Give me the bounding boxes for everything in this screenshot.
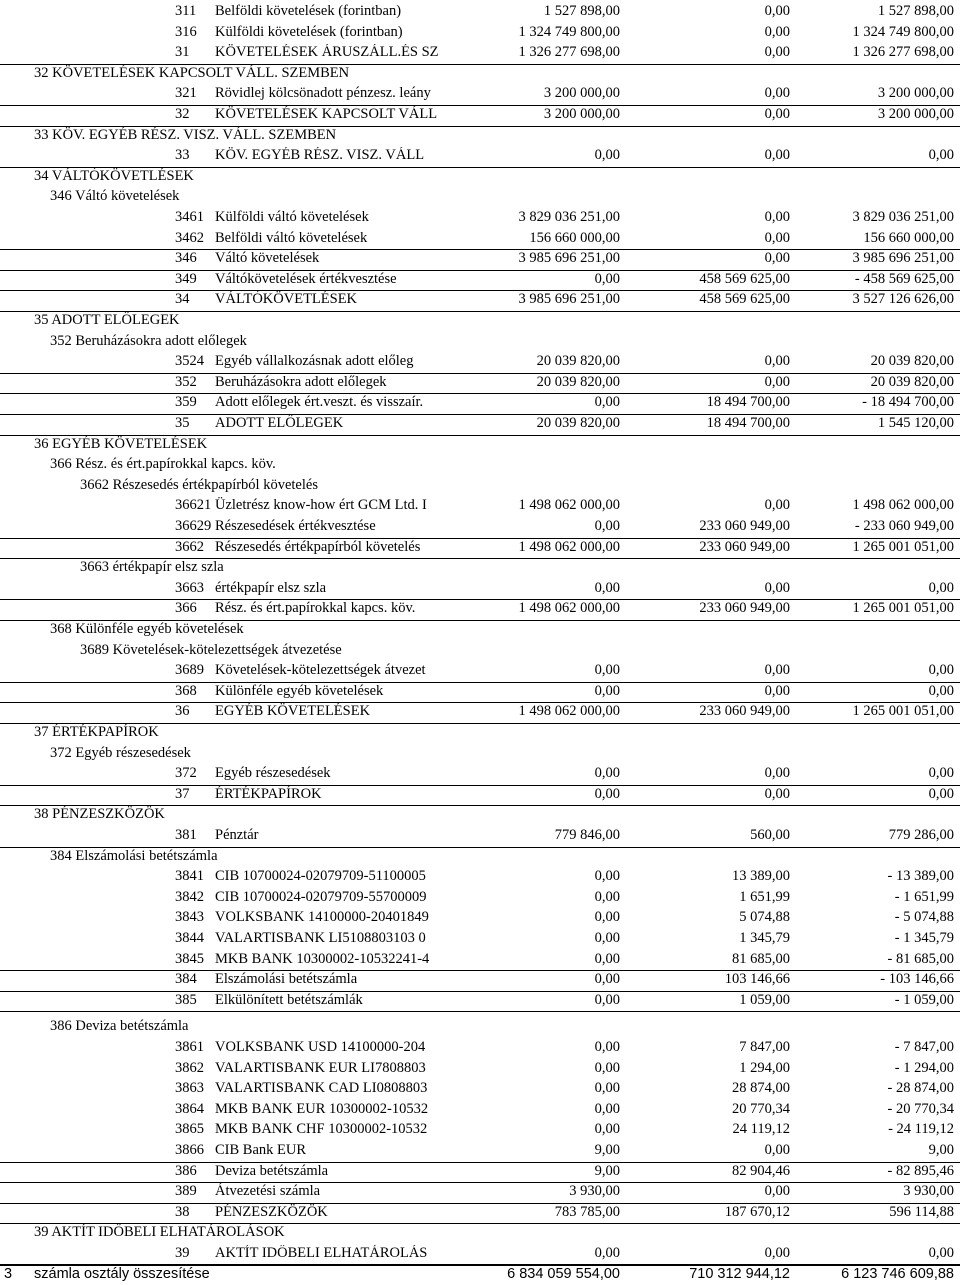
credit-value: 233 060 949,00: [699, 538, 790, 555]
balance-value: 20 039 820,00: [870, 353, 954, 370]
ledger-row: [0, 950, 960, 972]
section-heading: [0, 620, 960, 641]
credit-value: 82 904,46: [732, 1162, 790, 1179]
account-name: Egyéb részesedések: [215, 765, 331, 782]
ledger-row: [0, 23, 960, 44]
balance-value: 20 039 820,00: [870, 373, 954, 390]
balance-value: - 1 059,00: [894, 991, 954, 1008]
debit-value: 0,00: [594, 1121, 620, 1138]
total-debit: 6 834 059 554,00: [507, 1265, 620, 1282]
account-code: 33: [175, 147, 190, 164]
debit-value: 1 527 898,00: [543, 3, 620, 19]
credit-value: 18 494 700,00: [706, 415, 790, 431]
ledger-row: [0, 785, 960, 807]
balance-value: - 81 685,00: [887, 950, 954, 967]
account-name: VALARTISBANK EUR LI7808803: [215, 1059, 426, 1076]
account-code: 3841: [175, 868, 204, 885]
account-code: 36621: [175, 497, 212, 514]
ledger-row: [0, 991, 960, 1013]
account-name: KÖV. EGYÉB RÉSZ. VISZ. VÁLL: [215, 147, 425, 164]
account-name: Váltókövetelések értékvesztése: [215, 270, 397, 287]
debit-value: 0,00: [594, 1100, 620, 1117]
account-code: 316: [175, 23, 197, 40]
ledger-row: [0, 2, 960, 23]
ledger-row: [0, 1162, 960, 1184]
balance-value: - 13 389,00: [887, 868, 954, 885]
credit-value: 5 074,88: [739, 909, 790, 926]
balance-value: 1 498 062 000,00: [852, 497, 954, 514]
heading-text: 3662 Részesedés értékpapírból követelés: [80, 476, 318, 493]
account-name: CIB 10700024-02079709-55700009: [215, 888, 427, 905]
ledger-row: [0, 1120, 960, 1141]
balance-value: 3 829 036 251,00: [852, 209, 954, 225]
ledger-row: [0, 1244, 960, 1266]
ledger-row: [0, 702, 960, 724]
account-name: Külföldi váltó követelések: [215, 209, 369, 225]
ledger-row: [0, 579, 960, 601]
credit-value: 1 345,79: [739, 930, 790, 946]
account-code: 3663: [175, 579, 204, 596]
balance-value: - 458 569 625,00: [854, 270, 954, 287]
ledger-row: [0, 393, 960, 415]
ledger-row: [0, 1038, 960, 1059]
account-code: 3861: [175, 1039, 204, 1055]
credit-value: 233 060 949,00: [699, 518, 790, 534]
heading-text: 36 EGYÉB KÖVETELÉSEK: [34, 435, 208, 452]
account-name: Belföldi váltó követelések: [215, 229, 368, 246]
account-code: 36629: [175, 518, 212, 534]
debit-value: 0,00: [594, 1080, 620, 1097]
debit-value: 20 039 820,00: [536, 415, 620, 431]
credit-value: 233 060 949,00: [699, 600, 790, 617]
balance-value: 779 286,00: [888, 827, 954, 843]
debit-value: 20 039 820,00: [536, 353, 620, 370]
debit-value: 0,00: [594, 888, 620, 905]
ledger-row: [0, 661, 960, 683]
balance-value: - 233 060 949,00: [854, 518, 954, 534]
debit-value: 3 985 696 251,00: [518, 291, 620, 308]
ledger-row: [0, 229, 960, 251]
credit-value: 0,00: [764, 209, 790, 225]
account-name: MKB BANK EUR 10300002-10532: [215, 1100, 429, 1117]
section-heading: [0, 126, 960, 147]
ledger-row: [0, 208, 960, 229]
section-heading: [0, 435, 960, 456]
account-name: Külföldi követelések (forintban): [215, 23, 403, 40]
balance-value: 3 200 000,00: [877, 106, 954, 122]
account-code: 386: [175, 1162, 197, 1179]
account-code: 372: [175, 765, 197, 782]
ledger-row: [0, 352, 960, 374]
section-heading: [0, 805, 960, 826]
heading-text: 372 Egyéb részesedések: [50, 744, 191, 761]
credit-value: 233 060 949,00: [699, 703, 790, 720]
debit-value: 0,00: [594, 868, 620, 885]
account-code: 3845: [175, 950, 204, 967]
total-credit: 710 312 944,12: [689, 1265, 790, 1282]
ledger-row: [0, 867, 960, 888]
credit-value: 0,00: [764, 579, 790, 596]
account-code: 381: [175, 827, 197, 843]
account-code: 389: [175, 1183, 197, 1200]
debit-value: 0,00: [594, 1245, 620, 1261]
account-name: Elkülönített betétszámlák: [215, 991, 363, 1008]
account-code: 3842: [175, 888, 204, 905]
section-heading: [0, 476, 960, 497]
balance-value: 0,00: [928, 147, 954, 164]
credit-value: 28 874,00: [732, 1080, 790, 1097]
debit-value: 0,00: [594, 909, 620, 926]
credit-value: 0,00: [764, 44, 790, 61]
credit-value: 187 670,12: [724, 1203, 790, 1220]
balance-value: 1 545 120,00: [877, 415, 954, 431]
account-name: ÉRTÉKPAPÍROK: [215, 785, 322, 802]
ledger-row: [0, 929, 960, 950]
account-name: Deviza betétszámla: [215, 1162, 329, 1179]
account-name: VÁLTÓKÖVETLÉSEK: [215, 291, 358, 308]
credit-value: 0,00: [764, 662, 790, 679]
account-code: 311: [175, 3, 197, 19]
account-name: PÉNZESZKÖZÖK: [215, 1203, 328, 1220]
credit-value: 0,00: [764, 353, 790, 370]
debit-value: 0,00: [594, 662, 620, 679]
balance-value: 0,00: [928, 765, 954, 782]
account-name: VOLKSBANK USD 14100000-204: [215, 1039, 426, 1055]
ledger-row: [0, 496, 960, 517]
credit-value: 0,00: [764, 147, 790, 164]
credit-value: 458 569 625,00: [699, 291, 790, 308]
ledger-row: [0, 826, 960, 848]
account-code: 368: [175, 682, 197, 699]
debit-value: 0,00: [594, 1039, 620, 1055]
balance-value: 0,00: [928, 785, 954, 802]
credit-value: 0,00: [764, 785, 790, 802]
account-code: 3689: [175, 662, 204, 679]
account-name: KÖVETELÉSEK KAPCSOLT VÁLL: [215, 106, 438, 122]
balance-value: 3 930,00: [903, 1183, 954, 1200]
credit-value: 0,00: [764, 250, 790, 267]
section-heading: [0, 558, 960, 579]
credit-value: 1 651,99: [739, 888, 790, 905]
debit-value: 0,00: [594, 785, 620, 802]
section-heading: [0, 847, 960, 868]
credit-value: 1 059,00: [739, 991, 790, 1008]
class-code: 3: [4, 1265, 13, 1282]
heading-text: 352 Beruházásokra adott előlegek: [50, 332, 247, 349]
account-code: 359: [175, 394, 197, 411]
account-code: 3524: [175, 353, 204, 370]
heading-text: 38 PÉNZESZKÖZÖK: [34, 806, 165, 823]
account-name: VALARTISBANK LI5108803103 0: [215, 930, 426, 946]
heading-text: 3663 értékpapír elsz szla: [80, 559, 224, 576]
debit-value: 0,00: [594, 1059, 620, 1076]
debit-value: 0,00: [594, 765, 620, 782]
debit-value: 9,00: [594, 1142, 620, 1158]
account-code: 3843: [175, 909, 204, 926]
account-name: Üzletrész know-how ért GCM Ltd. I: [215, 497, 427, 514]
balance-value: - 7 847,00: [894, 1039, 954, 1055]
ledger-row: [0, 517, 960, 539]
credit-value: 0,00: [764, 23, 790, 40]
credit-value: 0,00: [764, 1183, 790, 1200]
ledger-row: [0, 1141, 960, 1163]
account-code: 3844: [175, 930, 204, 946]
heading-text: 384 Elszámolási betétszámla: [50, 847, 218, 864]
credit-value: 1 294,00: [739, 1059, 790, 1076]
section-heading: [0, 1223, 960, 1244]
debit-value: 1 324 749 800,00: [518, 23, 620, 40]
ledger-row: [0, 373, 960, 395]
account-name: VALARTISBANK CAD LI0808803: [215, 1080, 428, 1097]
ledger-row: [0, 682, 960, 704]
heading-text: 32 KÖVETELÉSEK KAPCSOLT VÁLL. SZEMBEN: [34, 64, 350, 81]
ledger-row: [0, 1059, 960, 1080]
credit-value: 81 685,00: [732, 950, 790, 967]
ledger-row: [0, 249, 960, 271]
account-code: 3462: [175, 229, 204, 246]
account-code: 3662: [175, 538, 204, 555]
account-name: Részesedések értékvesztése: [215, 518, 376, 534]
account-code: 346: [175, 250, 197, 267]
balance-value: 1 527 898,00: [877, 3, 954, 19]
credit-value: 13 389,00: [732, 868, 790, 885]
account-code: 3863: [175, 1080, 204, 1097]
account-code: 31: [175, 44, 190, 61]
debit-value: 3 200 000,00: [543, 85, 620, 102]
debit-value: 0,00: [594, 950, 620, 967]
account-name: Adott előlegek ért.veszt. és visszaír.: [215, 394, 424, 411]
account-name: értékpapír elsz szla: [215, 579, 327, 596]
account-name: CIB 10700024-02079709-51100005: [215, 868, 426, 885]
account-code: 36: [175, 703, 190, 720]
balance-value: 0,00: [928, 662, 954, 679]
account-code: 385: [175, 991, 197, 1008]
section-heading: [0, 311, 960, 332]
balance-value: 1 265 001 051,00: [852, 538, 954, 555]
debit-value: 156 660 000,00: [529, 229, 620, 246]
balance-value: 9,00: [928, 1142, 954, 1158]
ledger-row: [0, 888, 960, 909]
account-name: Elszámolási betétszámla: [215, 971, 358, 988]
account-name: Rövidlej kölcsönadott pénzesz. leány: [215, 85, 431, 102]
balance-value: 1 326 277 698,00: [852, 44, 954, 61]
balance-value: - 5 074,88: [894, 909, 954, 926]
debit-value: 0,00: [594, 991, 620, 1008]
debit-value: 783 785,00: [554, 1203, 620, 1220]
debit-value: 3 930,00: [569, 1183, 620, 1200]
account-name: MKB BANK 10300002-10532241-4: [215, 950, 430, 967]
balance-value: - 28 874,00: [887, 1080, 954, 1097]
credit-value: 0,00: [764, 106, 790, 122]
credit-value: 0,00: [764, 85, 790, 102]
account-code: 32: [175, 106, 190, 122]
balance-value: - 82 895,46: [887, 1162, 954, 1179]
balance-value: 0,00: [928, 579, 954, 596]
credit-value: 24 119,12: [732, 1121, 790, 1138]
section-heading: [0, 187, 960, 208]
account-name: VOLKSBANK 14100000-20401849: [215, 909, 429, 926]
section-heading: [0, 64, 960, 85]
credit-value: 18 494 700,00: [706, 394, 790, 411]
ledger-row: [0, 270, 960, 292]
debit-value: 1 498 062 000,00: [518, 703, 620, 720]
account-name: Belföldi követelések (forintban): [215, 3, 402, 19]
balance-value: 3 200 000,00: [877, 85, 954, 102]
heading-text: 366 Rész. és ért.papírokkal kapcs. köv.: [50, 456, 276, 473]
account-code: 321: [175, 85, 197, 102]
account-name: KÖVETELÉSEK ÁRUSZÁLL.ÉS SZ: [215, 44, 439, 61]
account-name: ADOTT ELŐLEGEK: [215, 415, 344, 431]
account-code: 35: [175, 415, 190, 431]
ledger-row: [0, 414, 960, 436]
account-name: EGYÉB KÖVETELÉSEK: [215, 703, 371, 720]
section-heading: [0, 167, 960, 188]
account-code: 3865: [175, 1121, 204, 1138]
balance-value: - 24 119,12: [888, 1121, 954, 1138]
balance-value: - 103 146,66: [880, 971, 954, 988]
balance-value: 3 527 126 626,00: [852, 291, 954, 308]
balance-value: 1 265 001 051,00: [852, 600, 954, 617]
debit-value: 1 498 062 000,00: [518, 538, 620, 555]
debit-value: 1 498 062 000,00: [518, 600, 620, 617]
balance-value: 1 265 001 051,00: [852, 703, 954, 720]
account-code: 366: [175, 600, 197, 617]
account-code: 384: [175, 971, 197, 988]
heading-text: 3689 Követelések-kötelezettségek átvezetése: [80, 641, 342, 658]
total-label: számla osztály összesítése: [34, 1265, 210, 1282]
ledger-row: [0, 290, 960, 312]
debit-value: 0,00: [594, 971, 620, 988]
balance-value: - 1 651,99: [894, 888, 954, 905]
credit-value: 0,00: [764, 497, 790, 514]
balance-value: 596 114,88: [889, 1203, 954, 1220]
debit-value: 0,00: [594, 682, 620, 699]
balance-value: 1 324 749 800,00: [852, 23, 954, 40]
balance-value: - 1 345,79: [894, 930, 954, 946]
ledger-row: [0, 1182, 960, 1204]
account-name: Különféle egyéb követelések: [215, 682, 384, 699]
section-heading: [0, 723, 960, 744]
heading-text: 386 Deviza betétszámla: [50, 1018, 189, 1035]
account-name: Részesedés értékpapírból követelés: [215, 538, 421, 555]
heading-text: 346 Váltó követelések: [50, 188, 180, 205]
ledger-row: [0, 1079, 960, 1100]
ledger-row: [0, 84, 960, 106]
total-balance: 6 123 746 609,88: [841, 1265, 954, 1282]
ledger-row: [0, 1203, 960, 1225]
account-code: 39: [175, 1245, 190, 1261]
account-name: Átvezetési számla: [215, 1183, 321, 1200]
ledger-row: [0, 764, 960, 786]
balance-value: 3 985 696 251,00: [852, 250, 954, 267]
debit-value: 0,00: [594, 147, 620, 164]
balance-value: - 18 494 700,00: [862, 394, 954, 411]
balance-value: 0,00: [928, 1245, 954, 1261]
ledger-row: [0, 538, 960, 560]
credit-value: 458 569 625,00: [699, 270, 790, 287]
heading-text: 34 VÁLTÓKÖVETLÉSEK: [34, 167, 194, 184]
heading-text: 33 KÖV. EGYÉB RÉSZ. VISZ. VÁLL. SZEMBEN: [34, 126, 337, 143]
heading-text: 368 Különféle egyéb követelések: [50, 621, 244, 637]
account-name: Beruházásokra adott előlegek: [215, 373, 387, 390]
balance-value: 0,00: [928, 682, 954, 699]
account-name: Váltó követelések: [215, 250, 320, 267]
debit-value: 0,00: [594, 518, 620, 534]
debit-value: 20 039 820,00: [536, 373, 620, 390]
credit-value: 0,00: [764, 765, 790, 782]
credit-value: 103 146,66: [724, 971, 790, 988]
account-name: Rész. és ért.papírokkal kapcs. köv.: [215, 600, 416, 617]
account-code: 3864: [175, 1100, 204, 1117]
account-code: 3461: [175, 209, 204, 225]
section-heading: [0, 1017, 960, 1038]
debit-value: 1 498 062 000,00: [518, 497, 620, 514]
ledger-row: [0, 146, 960, 168]
credit-value: 0,00: [764, 3, 790, 19]
account-code: 3862: [175, 1059, 204, 1076]
heading-text: 37 ÉRTÉKPAPÍROK: [34, 724, 159, 740]
account-code: 34: [175, 291, 190, 308]
account-name: Egyéb vállalkozásnak adott előleg: [215, 353, 414, 370]
credit-value: 20 770,34: [732, 1100, 790, 1117]
debit-value: 0,00: [594, 270, 620, 287]
account-name: CIB Bank EUR: [215, 1142, 307, 1158]
account-name: Követelések-kötelezettségek átvezet: [215, 662, 426, 679]
ledger-row: [0, 970, 960, 992]
debit-value: 779 846,00: [554, 827, 620, 843]
balance-value: - 20 770,34: [887, 1100, 954, 1117]
debit-value: 3 985 696 251,00: [518, 250, 620, 267]
section-heading: [0, 641, 960, 662]
debit-value: 1 326 277 698,00: [518, 44, 620, 61]
credit-value: 0,00: [764, 373, 790, 390]
credit-value: 0,00: [764, 1245, 790, 1261]
account-code: 38: [175, 1203, 190, 1220]
debit-value: 0,00: [594, 579, 620, 596]
debit-value: 9,00: [594, 1162, 620, 1179]
credit-value: 0,00: [764, 1142, 790, 1158]
section-heading: [0, 455, 960, 476]
balance-value: 156 660 000,00: [863, 229, 954, 246]
heading-text: 39 AKTÍT IDŐBELI ELHATÁROLÁSOK: [34, 1224, 285, 1241]
account-name: MKB BANK CHF 10300002-10532: [215, 1121, 428, 1138]
ledger-row: [0, 105, 960, 127]
section-heading: [0, 744, 960, 765]
balance-value: - 1 294,00: [894, 1059, 954, 1076]
account-name: AKTÍT IDŐBELI ELHATÁROLÁS: [215, 1245, 428, 1261]
account-code: 37: [175, 785, 190, 802]
ledger-row: [0, 43, 960, 65]
credit-value: 0,00: [764, 229, 790, 246]
credit-value: 0,00: [764, 682, 790, 699]
debit-value: 0,00: [594, 394, 620, 411]
debit-value: 0,00: [594, 930, 620, 946]
ledger-row: [0, 908, 960, 929]
heading-text: 35 ADOTT ELŐLEGEK: [34, 312, 180, 328]
section-heading: [0, 332, 960, 353]
credit-value: 7 847,00: [739, 1039, 790, 1055]
debit-value: 3 200 000,00: [543, 106, 620, 122]
account-code: 349: [175, 270, 197, 287]
account-code: 352: [175, 373, 197, 390]
credit-value: 560,00: [750, 827, 790, 843]
account-name: Pénztár: [215, 827, 259, 843]
account-code: 3866: [175, 1142, 204, 1158]
ledger-row: [0, 599, 960, 621]
ledger-row: [0, 1100, 960, 1121]
debit-value: 3 829 036 251,00: [518, 209, 620, 225]
